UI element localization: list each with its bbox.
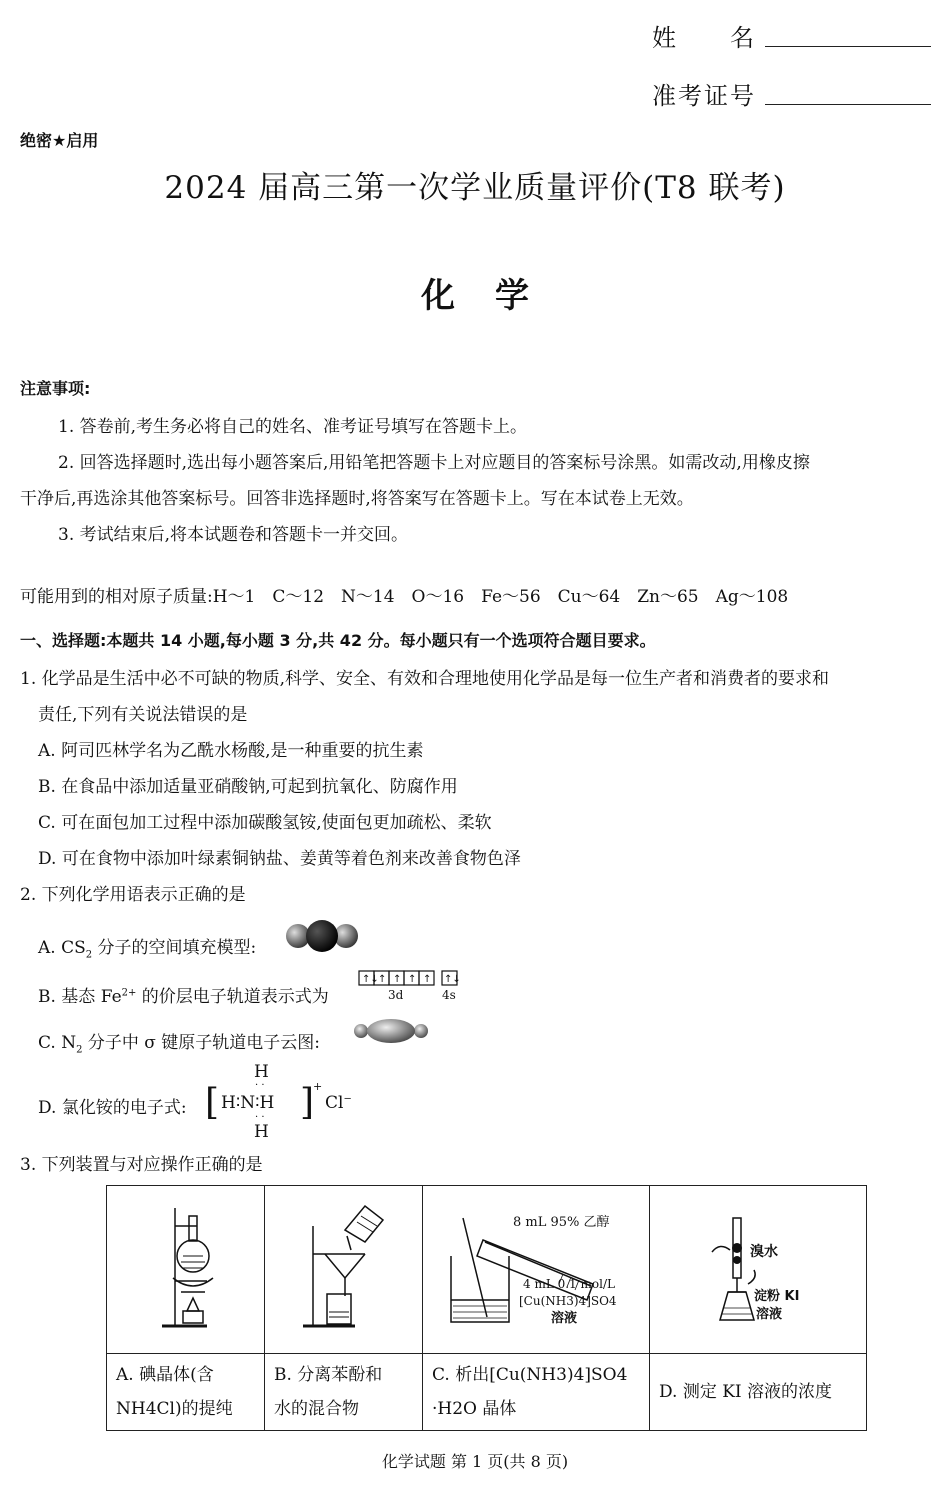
q2-c-prefix: C. N xyxy=(38,1033,77,1053)
svg-text:↑: ↑ xyxy=(393,974,402,985)
q3-c-line1: C. 析出[Cu(NH3)4]SO4 xyxy=(432,1365,628,1385)
notice-item-3: 3. 考试结束后,将本试题卷和答题卡一并交回。 xyxy=(58,525,409,545)
q3-option-a xyxy=(107,1354,265,1431)
notice-item-2-line2: 干净后,再选涂其他答案标号。回答非选择题时,将答案写在答题卡上。写在本试卷上无效。 xyxy=(20,489,694,509)
q3-a-line1: A. 碘晶体(含 xyxy=(116,1365,214,1385)
h-top: H xyxy=(254,1062,269,1082)
crystallization-apparatus-icon xyxy=(423,1192,649,1347)
q2-a-suffix: 分子的空间填充模型: xyxy=(92,938,257,958)
fig-d-label-bromine: 溴水 xyxy=(750,1244,778,1260)
page-footer: 化学试题 第 1 页(共 8 页) xyxy=(381,1452,569,1471)
q3-b-line2: 水的混合物 xyxy=(274,1399,359,1419)
q3-stem: 3. 下列装置与对应操作正确的是 xyxy=(20,1155,263,1175)
q3-b-line1: B. 分离苯酚和 xyxy=(274,1365,383,1385)
q1-option-d: D. 可在食物中添加叶绿素铜钠盐、姜黄等着色剂来改善食物色泽 xyxy=(38,849,521,869)
left-bracket: [ xyxy=(205,1082,220,1123)
h-bottom: H xyxy=(254,1122,269,1142)
q1-option-a: A. 阿司匹林学名为乙酰水杨酸,是一种重要的抗生素 xyxy=(38,741,424,761)
svg-text:↑: ↑ xyxy=(378,974,387,985)
q2-c-suffix: 分子中 σ 键原子轨道电子云图: xyxy=(82,1033,321,1053)
sublimation-apparatus-icon xyxy=(107,1186,264,1341)
fig-c-label-conc: 4 mL 0.1 mol/L xyxy=(523,1277,615,1291)
q3-option-c xyxy=(423,1354,650,1431)
q3-apparatus-table xyxy=(106,1185,867,1431)
titration-apparatus-icon xyxy=(650,1192,866,1347)
q3-option-d: D. 测定 KI 溶液的浓度 xyxy=(650,1354,867,1431)
h-n-h: H∶N∶H xyxy=(221,1093,275,1113)
notice-heading: 注意事项: xyxy=(20,379,91,398)
q2-b-sup: 2+ xyxy=(121,987,137,999)
right-bracket: ] xyxy=(300,1082,315,1123)
q2-option-a xyxy=(38,933,256,960)
cl-symbol: Cl xyxy=(325,1093,344,1113)
orbital-label-3d: 3d xyxy=(388,988,404,1002)
q1-stem-line2: 责任,下列有关说法错误的是 xyxy=(38,705,248,725)
section1-heading: 一、选择题:本题共 14 小题,每小题 3 分,共 42 分。每小题只有一个选项符合题目要求。 xyxy=(20,631,656,650)
exam-title: 2024 届高三第一次学业质量评价(T8 联考) xyxy=(164,170,786,206)
fig-d-label-solution: 溶液 xyxy=(756,1307,783,1322)
q3-figure-a xyxy=(107,1186,265,1354)
q2-stem: 2. 下列化学用语表示正确的是 xyxy=(20,885,246,905)
orbital-diagram-icon xyxy=(358,970,462,1002)
q2-c-sub: 2 xyxy=(76,1044,83,1056)
exam-id-label: 准考证号 xyxy=(652,82,756,110)
dots-bottom: · · xyxy=(255,1112,265,1123)
dots-top: · · xyxy=(255,1080,265,1091)
notice-item-2-line1: 2. 回答选择题时,选出每小题答案后,用铅笔把答题卡上对应题目的答案标号涂黑。如需改动,用橡皮擦 xyxy=(58,453,810,473)
atomic-masses: 可能用到的相对原子质量:H～1 C～12 N～14 O～16 Fe～56 Cu～64 Zn～65 Ag～108 xyxy=(20,587,789,607)
q3-a-line2: NH4Cl)的提纯 xyxy=(116,1399,233,1419)
svg-text:↑↓: ↑↓ xyxy=(362,974,379,985)
sigma-bond-orbital-icon xyxy=(352,1016,432,1046)
q2-b-prefix: B. 基态 Fe xyxy=(38,987,122,1007)
cs2-space-filling-model-icon xyxy=(284,919,360,953)
svg-text:↑: ↑ xyxy=(408,974,417,985)
name-blank xyxy=(765,46,931,47)
q3-figure-b xyxy=(265,1186,423,1354)
fig-d-label-starch: 淀粉 KI xyxy=(754,1289,800,1304)
fig-c-label-complex: [Cu(NH3)4]SO4 xyxy=(519,1294,617,1308)
q2-option-b xyxy=(38,982,329,1007)
svg-text:↑↓: ↑↓ xyxy=(444,974,461,985)
q3-figure-d xyxy=(650,1186,867,1354)
q2-a-prefix: A. CS xyxy=(38,938,86,958)
q1-stem-line1: 1. 化学品是生活中必不可缺的物质,科学、安全、有效和合理地使用化学品是每一位生产者和消费者的要求和 xyxy=(20,669,830,689)
orbital-label-4s: 4s xyxy=(442,988,456,1002)
q1-option-b: B. 在食品中添加适量亚硝酸钠,可起到抗氧化、防腐作用 xyxy=(38,777,458,797)
fig-c-label-ethanol: 8 mL 95% 乙醇 xyxy=(513,1215,610,1230)
q3-figure-c xyxy=(423,1186,650,1354)
q2-b-suffix: 的价层电子轨道表示式为 xyxy=(136,987,329,1007)
q2-option-d: D. 氯化铵的电子式: xyxy=(38,1098,187,1118)
notice-item-1: 1. 答卷前,考生务必将自己的姓名、准考证号填写在答题卡上。 xyxy=(58,417,528,437)
name-label: 姓 名 xyxy=(652,24,756,52)
exam-id-blank xyxy=(765,104,931,105)
q2-option-c xyxy=(38,1028,320,1055)
secret-label: 绝密★启用 xyxy=(20,131,99,150)
q1-option-c: C. 可在面包加工过程中添加碳酸氢铵,使面包更加疏松、柔软 xyxy=(38,813,492,833)
q3-c-line2: ·H2O 晶体 xyxy=(432,1399,517,1419)
cation-charge: + xyxy=(313,1080,323,1093)
chloride xyxy=(325,1093,352,1113)
filtration-apparatus-icon xyxy=(265,1186,422,1341)
nh4cl-electron-formula xyxy=(205,1062,365,1144)
cl-charge: − xyxy=(343,1093,352,1105)
svg-text:↑: ↑ xyxy=(423,974,432,985)
q2-a-sub: 2 xyxy=(85,949,93,961)
fig-c-label-solution: 溶液 xyxy=(551,1311,578,1326)
subject-title: 化学 xyxy=(421,276,569,316)
q3-option-b xyxy=(265,1354,423,1431)
